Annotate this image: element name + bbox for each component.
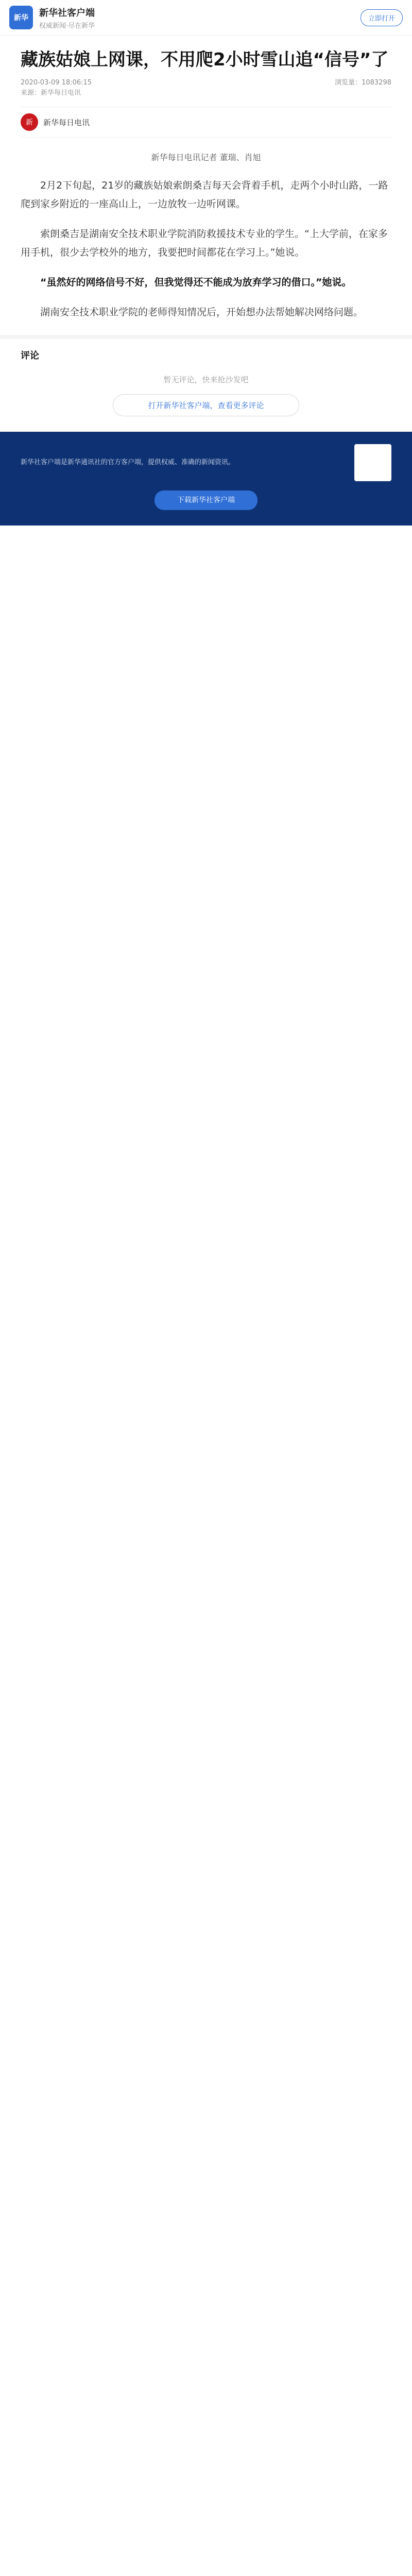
app-names bbox=[39, 6, 360, 30]
comments-empty: 暂无评论，快来抢沙发吧 bbox=[163, 375, 249, 384]
article-paragraph: 索朗桑吉是湖南安全技术职业学院消防救援技术专业的学生。“上大学前，在家多用手机，很少去学校外的地方，我要把时间都花在学习上。”她说。 bbox=[21, 228, 388, 258]
footer-text: 新华社客户端是新华通讯社的官方客户端，提供权威、准确的新闻资讯。 bbox=[21, 459, 235, 466]
article bbox=[0, 36, 412, 321]
source-bar[interactable] bbox=[21, 107, 391, 138]
article-paragraph: 2月2下旬起，21岁的藏族姑娘索朗桑吉每天会背着手机，走两个小时山路，一路爬到家乡附近的一座高山上，一边放牧一边听网课。 bbox=[21, 180, 388, 210]
article-title: 藏族姑娘上网课，不用爬2小时雪山追“信号”了 bbox=[21, 49, 389, 70]
view-count-value: 1083298 bbox=[362, 79, 391, 87]
app-name: 新华社客户端 bbox=[39, 7, 95, 19]
source-text: 新华每日电讯 bbox=[41, 89, 81, 97]
page bbox=[0, 0, 412, 526]
app-header bbox=[0, 0, 412, 36]
app-slogan: 权威新闻·尽在新华 bbox=[39, 22, 95, 30]
publish-time: 2020-03-09 18:06:15 bbox=[21, 79, 92, 87]
footer bbox=[0, 432, 412, 526]
byline: 新华每日电讯记者 董瑞、肖旭 bbox=[151, 152, 261, 162]
view-count bbox=[335, 78, 391, 98]
app-logo: 新华 bbox=[9, 6, 33, 29]
view-count-label: 浏览量： bbox=[335, 79, 362, 87]
comments-title: 评论 bbox=[21, 350, 39, 361]
article-source bbox=[21, 88, 92, 98]
open-app-comments-button[interactable]: 打开新华社客户端，查看更多评论 bbox=[113, 394, 299, 416]
qr-code bbox=[354, 444, 391, 481]
footer-row bbox=[21, 444, 391, 481]
source-logo: 新 bbox=[21, 113, 38, 131]
source-name: 新华每日电讯 bbox=[43, 117, 90, 127]
article-meta bbox=[21, 78, 391, 98]
article-paragraph: “虽然好的网络信号不好，但我觉得还不能成为放弃学习的借口。”她说。 bbox=[40, 277, 352, 288]
source-prefix: 来源： bbox=[21, 89, 41, 97]
article-paragraph: 湖南安全技术职业学院的老师得知情况后，开始想办法帮她解决网络问题。 bbox=[40, 307, 364, 318]
open-app-button[interactable]: 立即打开 bbox=[360, 9, 403, 26]
download-app-button[interactable]: 下载新华社客户端 bbox=[154, 490, 258, 510]
comments-section bbox=[0, 335, 412, 432]
